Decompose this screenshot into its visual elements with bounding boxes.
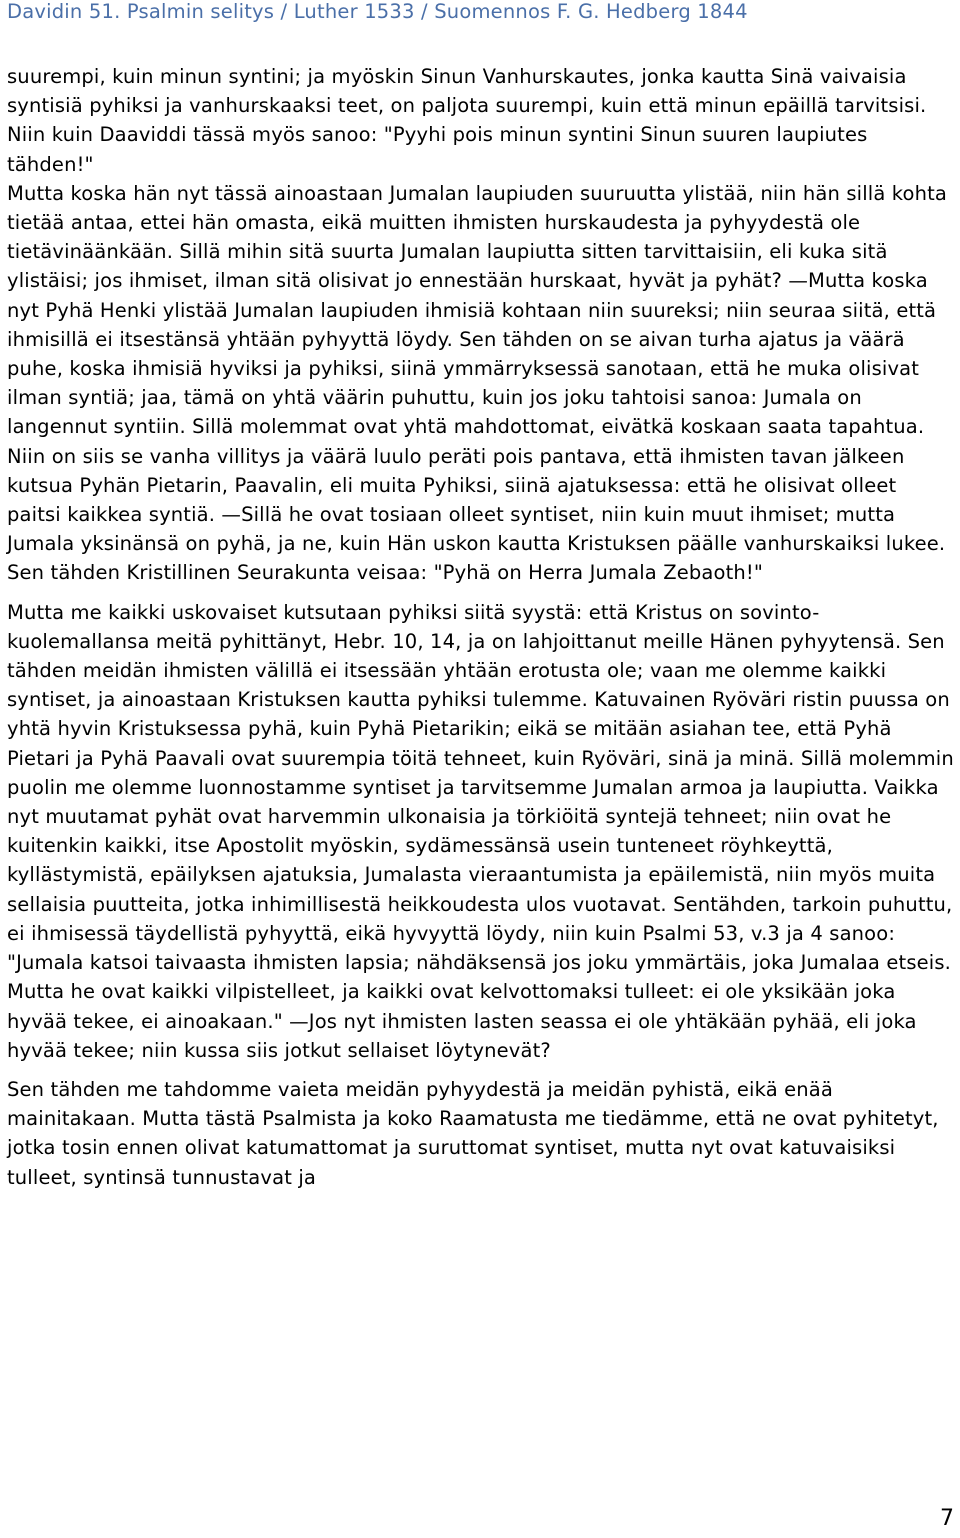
paragraph-1: suurempi, kuin minun syntini; ja myöskin Sinun Vanhurskautes, jonka kautta Sinä vaivaisia syntisiä pyhiksi ja vanhurskaaksi teet, on paljota suurempi, kuin että minun epäillä tarvitsisi. Niin kuin Daaviddi tässä myös sanoo: "Pyyhi pois minun syntini Sinun suuren laupiutes tähden!" [7,65,927,176]
document-body [7,62,955,1202]
page-header: Davidin 51. Psalmin selitys / Luther 1533 / Suomennos F. G. Hedberg 1844 [7,0,748,23]
paragraph-4: Sen tähden me tahdomme vaieta meidän pyhyydestä ja meidän pyhistä, eikä enää mainitakaan. Mutta tästä Psalmista ja koko Raamatusta me tiedämme, että ne ovat pyhitetyt, jotka tosin ennen olivat katumattomat ja suruttomat syntiset, mutta nyt ovat katuvaisiksi tulleet, syntinsä tunnustavat ja [7,1077,939,1189]
page-number: 7 [940,1506,954,1531]
paragraph-3: Mutta me kaikki uskovaiset kutsutaan pyhiksi siitä syystä: että Kristus on sovinto-kuolemallansa meitä pyhittänyt, Hebr. 10, 14, ja on lahjoittanut meille Hänen pyhyytensä. Sen tähden meidän ihmisten välillä ei itsessään yhtään erotusta ole; vaan me olemme kaikki syntiset, ja ainoastaan Kristuksen kautta pyhiksi tulemme. Katuvainen Ryöväri ristin puussa on yhtä hyvin Kristuksessa pyhä, kuin Pyhä Pietarikin; eikä se mitään asiahan tee, että Pyhä Pietari ja Pyhä Paavali ovat suurempia töitä tehneet, kuin Ryöväri, sinä ja minä. Sillä molemmin puolin me olemme luonnostamme syntiset ja tarvitsemme Jumalan armoa ja laupiutta. Vaikka nyt muutamat pyhät ovat harvemmin ulkonaisia ja törkiöitä syntejä tehneet; niin ovat he kuitenkin kaikki, itse Apostolit myöskin, sydämessänsä usein tunteneet röyhkeyttä, kyllästymistä, epäilyksen ajatuksia, Jumalasta vieraantumista ja epäilemistä, niin myös muita sellaisia puutteita, jotka inhimillisestä heikkoudesta ulos vuotavat. Sentähden, tarkoin puhuttu, ei ihmisessä täydellistä pyhyyttä, eikä hyvyyttä löydy, niin kuin Psalmi 53, v.3 ja 4 sanoo: "Jumala katsoi taivaasta ihmisten lapsia; nähdäksensä jos joku ymmärtäis, joka Jumalaa etseis. Mutta he ovat kaikki vilpistelleet, ja kaikki ovat kelvottomaksi tulleet: ei ole yksikään joka hyvää tekee, ei ainoakaan." —Jos nyt ihmisten lasten seassa ei ole yhtäkään pyhää, eli joka hyvää tekee; niin kussa siis jotkut sellaiset löytynevät? [7,600,954,1062]
paragraph-2: Mutta koska hän nyt tässä ainoastaan Jumalan laupiuden suuruutta ylistää, niin hän sillä kohta tietää antaa, ettei hän omasta, eikä muitten ihmisten hurskaudesta ja pyhyydestä ole tietävinäänkään. Sillä mihin sitä suurta Jumalan laupiutta sitten tarvittaisiin, eli kuka sitä ylistäisi; jos ihmiset, ilman sitä olisivat jo ennestään hurskaat, hyvät ja pyhät? —Mutta koska nyt Pyhä Henki ylistää Jumalan laupiuden ihmisiä kohtaan niin suureksi; niin seuraa siitä, että ihmisillä ei itsestänsä yhtään pyhyyttä löydy. Sen tähden on se aivan turha ajatus ja väärä puhe, koska ihmisiä hyviksi ja pyhiksi, siinä ymmärryksessä sanotaan, että he muka olisivat ilman syntiä; jaa, tämä on yhtä väärin puhuttu, kuin jos joku tahtoisi sanoa: Jumala on langennut syntiin. Sillä molemmat ovat yhtä mahdottomat, eivätkä koskaan saata tapahtua. Niin on siis se vanha villitys ja väärä luulo peräti pois pantava, että ihmisten tavan jälkeen kutsua Pyhän Pietarin, Paavalin, eli muita Pyhiksi, siinä ajatuksessa: että he olisivat olleet paitsi kaikkea syntiä. —Sillä he ovat tosiaan olleet syntiset, niin kuin muut ihmiset; mutta Jumala yksinänsä on pyhä, ja ne, kuin Hän uskon kautta Kristuksen päälle vanhurskaiksi lukee. Sen tähden Kristillinen Seurakunta veisaa: "Pyhä on Herra Jumala Zebaoth!" [7,181,948,585]
